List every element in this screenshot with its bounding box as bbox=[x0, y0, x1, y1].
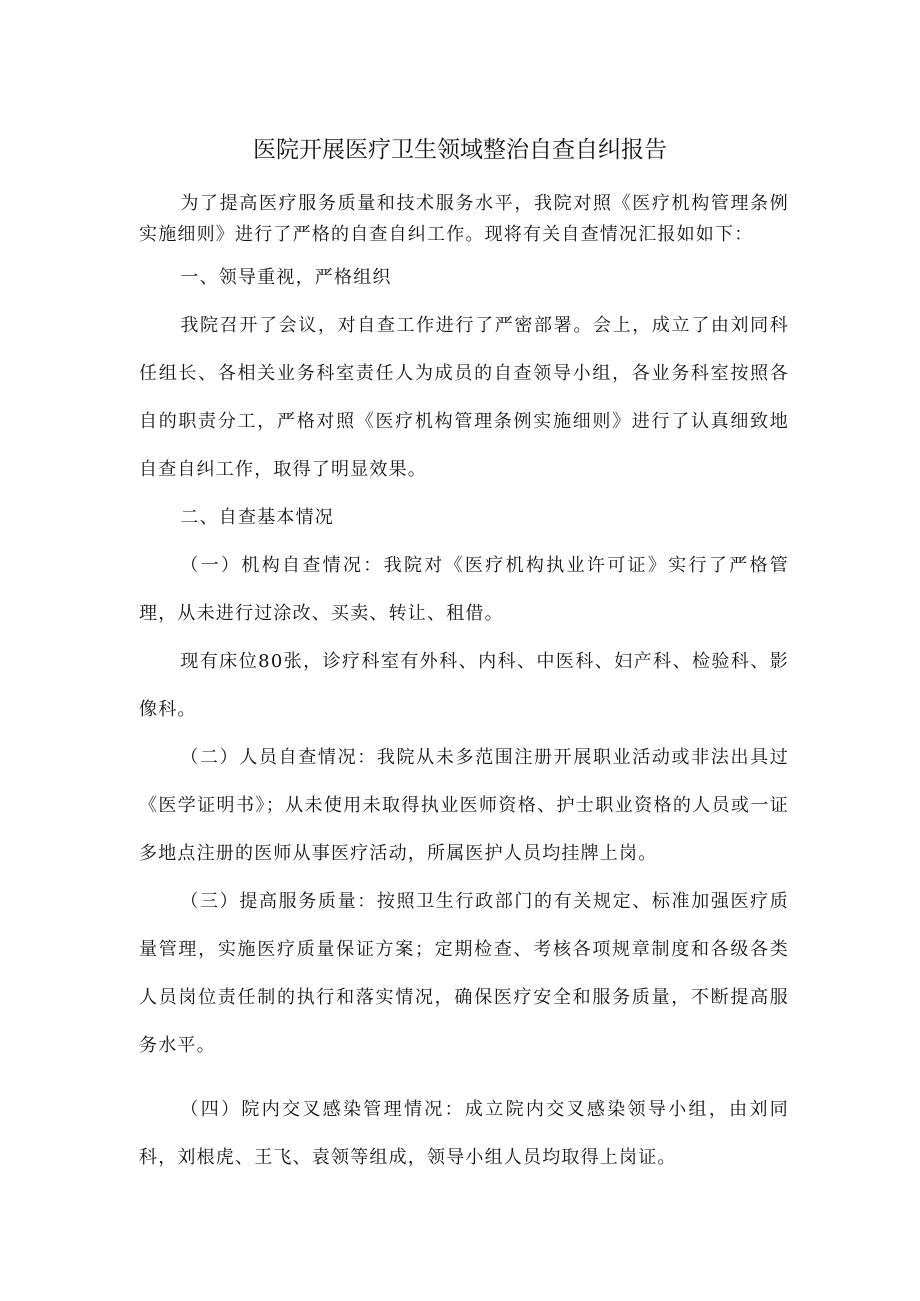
document-title: 医院开展医疗卫生领域整治自查自纠报告 bbox=[253, 137, 667, 163]
paragraph-leadership: 我院召开了会议，对自查工作进行了严密部署。会上，成立了由刘同科任组长、各相关业务科室责任人为成员的自查领导小组，各业务科室按照各自的职责分工，严格对照《医疗机构管理条例实施细则》进行了认真细致地自查自纠工作，取得了明显效果。 bbox=[139, 315, 789, 480]
paragraph-personnel: （二）人员自查情况：我院从未多范围注册开展职业活动或非法出具过《医学证明书》；从未使用未取得执业医师资格、护士职业资格的人员或一证多地点注册的医师从事医疗活动，所属医护人员均挂牌上岗。 bbox=[139, 747, 789, 864]
intro-paragraph: 为了提高医疗服务质量和技术服务水平，我院对照《医疗机构管理条例实施细则》进行了严格的自查自纠工作。现将有关自查情况汇报如如下： bbox=[139, 193, 789, 245]
section-heading-2: 二、自查基本情况 bbox=[180, 507, 334, 528]
paragraph-service-quality: （三）提高服务质量：按照卫生行政部门的有关规定、标准加强医疗质量管理，实施医疗质量保证方案；定期检查、考核各项规章制度和各级各类人员岗位责任制的执行和落实情况，确保医疗安全和服务质量，不断提高服务水平。 bbox=[139, 891, 789, 1056]
paragraph-institution: （一）机构自查情况：我院对《医疗机构执业许可证》实行了严格管理，从未进行过涂改、买卖、转让、租借。 bbox=[139, 555, 789, 624]
paragraph-beds: 现有床位80张，诊疗科室有外科、内科、中医科、妇产科、检验科、影像科。 bbox=[139, 651, 789, 720]
paragraph-infection-control: （四）院内交叉感染管理情况：成立院内交叉感染领导小组，由刘同科，刘根虎、王飞、袁领等组成，领导小组人员均取得上岗证。 bbox=[139, 1099, 789, 1168]
section-heading-1: 一、领导重视，严格组织 bbox=[180, 267, 392, 288]
